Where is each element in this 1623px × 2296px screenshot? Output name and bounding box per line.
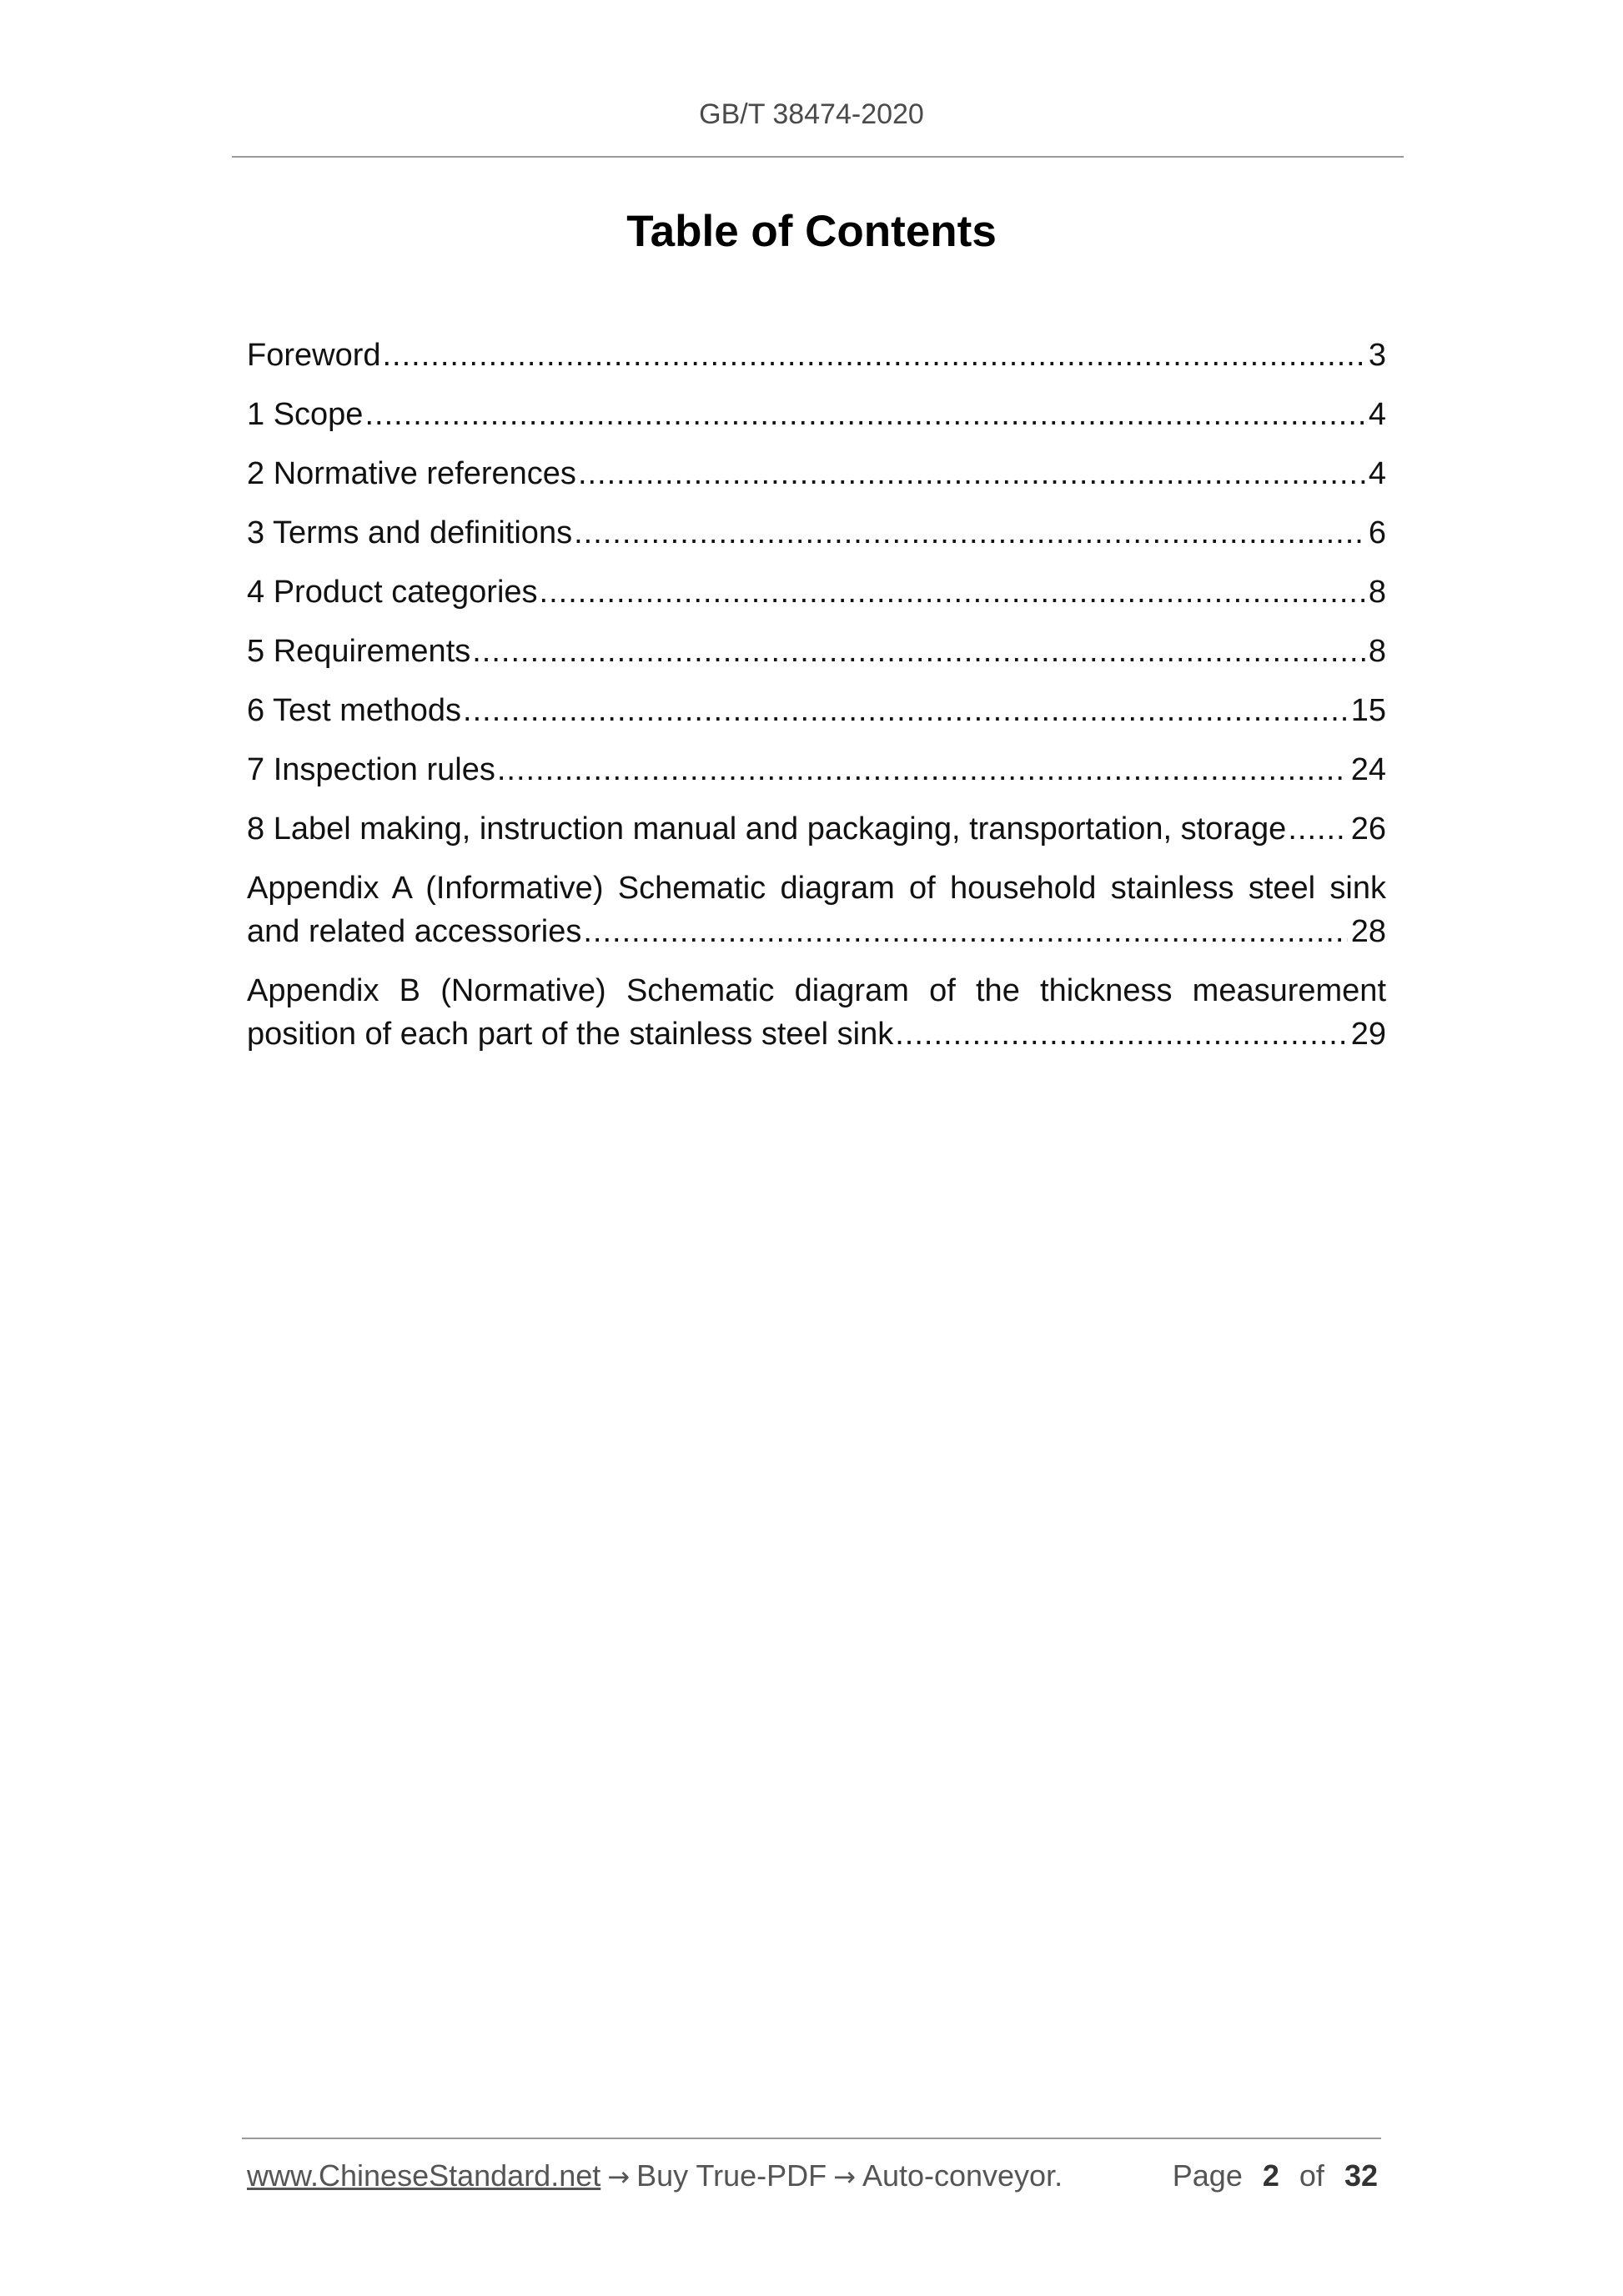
toc-entry-label-line2: position of each part of the stainless steel sink: [247, 1017, 894, 1052]
toc-entry-page: 8: [1368, 634, 1386, 669]
toc-entry-label: 6 Test methods: [247, 693, 462, 728]
toc-leader-dots: [497, 748, 1348, 791]
toc-entry-requirements[interactable]: [247, 630, 1386, 673]
toc-entry-label: 3 Terms and definitions: [247, 515, 573, 550]
toc-leader-dots: [583, 910, 1347, 953]
toc-entry-page: 24: [1350, 752, 1386, 787]
toc-leader-dots: [574, 511, 1365, 555]
toc-leader-dots: [895, 1012, 1348, 1056]
page-footer: [247, 2158, 1378, 2193]
toc-entry-normative-references[interactable]: [247, 452, 1386, 495]
toc-leader-dots: [540, 570, 1365, 614]
footer-divider: [242, 2138, 1381, 2139]
page-of: of: [1299, 2158, 1324, 2193]
toc-entry-inspection-rules[interactable]: [247, 748, 1386, 791]
toc-entry-appendix-a[interactable]: [247, 867, 1386, 953]
toc-entry-test-methods[interactable]: [247, 689, 1386, 732]
footer-step-buy: Buy True-PDF: [636, 2158, 827, 2193]
toc-leader-dots: [472, 630, 1365, 673]
toc-leader-dots: [463, 689, 1348, 732]
toc-entry-page: 3: [1368, 338, 1386, 373]
toc-entry-product-categories[interactable]: [247, 570, 1386, 614]
toc-leader-dots: [578, 452, 1365, 495]
document-code-header: GB/T 38474-2020: [699, 98, 924, 130]
toc-entry-page: 8: [1368, 575, 1386, 610]
footer-step-auto: Auto-conveyor.: [862, 2158, 1063, 2193]
page-total: 32: [1344, 2158, 1378, 2193]
toc-entry-page: 29: [1350, 1017, 1386, 1052]
toc-leader-dots: [364, 393, 1364, 436]
toc-entry-label: 2 Normative references: [247, 456, 576, 491]
toc-entry-page: 4: [1368, 397, 1386, 432]
toc-entry-page: 26: [1350, 811, 1386, 847]
toc-entry-page: 15: [1350, 693, 1386, 728]
toc-leader-dots: [1288, 807, 1347, 851]
toc-leader-dots: [383, 334, 1365, 377]
toc-entry-foreword[interactable]: [247, 334, 1386, 377]
toc-entry-label-making[interactable]: [247, 807, 1386, 851]
toc-entry-label: 1 Scope: [247, 397, 364, 432]
page-current: 2: [1262, 2158, 1279, 2193]
page-title: Table of Contents: [626, 207, 997, 256]
toc-entry-label-line2: and related accessories: [247, 914, 582, 949]
table-of-contents: [247, 334, 1386, 1072]
toc-entry-label: 8 Label making, instruction manual and packaging, transportation, storage: [247, 811, 1287, 847]
toc-entry-label: 5 Requirements: [247, 634, 471, 669]
toc-entry-label-line1: Appendix B (Normative) Schematic diagram of the thickness measurement: [247, 973, 1386, 1008]
toc-entry-label-line1: Appendix A (Informative) Schematic diagram of household stainless steel sink: [247, 871, 1386, 906]
arrow-right-icon: →: [833, 2161, 856, 2193]
site-link[interactable]: www.ChineseStandard.net: [247, 2158, 601, 2193]
toc-entry-page: 28: [1350, 914, 1386, 949]
toc-entry-scope[interactable]: [247, 393, 1386, 436]
header-divider: [232, 156, 1404, 158]
page-word: Page: [1172, 2158, 1243, 2193]
toc-entry-terms-and-definitions[interactable]: [247, 511, 1386, 555]
toc-entry-label: Foreword: [247, 338, 381, 373]
toc-entry-label: 4 Product categories: [247, 575, 538, 610]
toc-entry-appendix-b[interactable]: [247, 969, 1386, 1056]
toc-entry-page: 6: [1368, 515, 1386, 550]
toc-entry-label: 7 Inspection rules: [247, 752, 495, 787]
toc-entry-page: 4: [1368, 456, 1386, 491]
arrow-right-icon: →: [607, 2161, 631, 2193]
page-indicator: [1173, 2158, 1378, 2193]
